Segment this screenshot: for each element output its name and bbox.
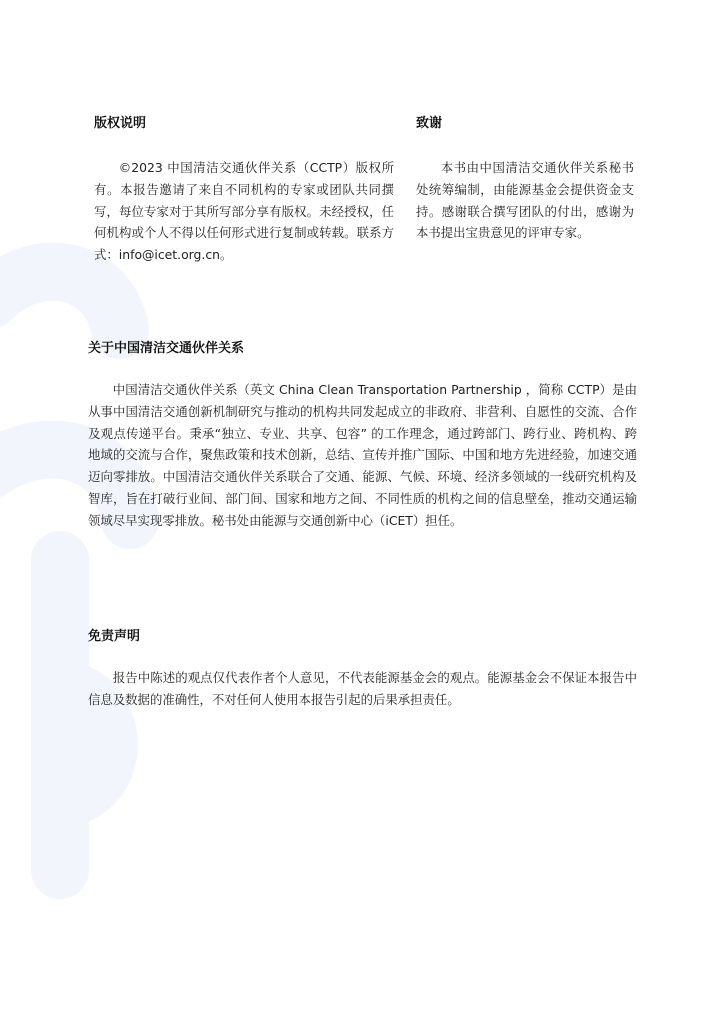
disclaimer-text: 报告中陈述的观点仅代表作者个人意见，不代表能源基金会的观点。能源基金会不保证本报告中信息及数据的准确性，不对任何人使用本报告引起的后果承担责任。	[88, 670, 637, 707]
acknowledgements-heading: 致谢	[416, 116, 443, 131]
disclaimer-heading: 免责声明	[88, 629, 141, 644]
acknowledgements-text: 本书由中国清洁交通伙伴关系秘书处统筹编制，由能源基金会提供资金支持。感谢联合撰写团队的付出，感谢为本书提出宝贵意见的评审专家。	[416, 160, 634, 241]
about-cctp-section	[88, 337, 637, 532]
acknowledgements-section	[416, 112, 634, 244]
disclaimer-section	[88, 625, 637, 711]
copyright-section	[94, 112, 394, 266]
copyright-text: ©2023 中国清洁交通伙伴关系（CCTP）版权所有。本报告邀请了来自不同机构的专家或团队共同撰写，每位专家对于其所写部分享有版权。未经授权，任何机构或个人不得以任何形式进行复制或转载。联系方式：info@icet.org.cn。	[94, 160, 394, 263]
about-cctp-heading: 关于中国清洁交通伙伴关系	[88, 341, 245, 356]
about-cctp-text: 中国清洁交通伙伴关系（英文 China Clean Transportation Partnership ，简称 CCTP）是由从事中国清洁交通创新机制研究与推动的机构共同发起成立的非政府、非营利、自愿性的交流、合作及观点传递平台。秉承“独立、专业、共享、包容” 的工作理念，通过跨部门、跨行业、跨机构、跨地域的交流与合作，聚焦政策和技术创新，总结、宣传并推广国际、中国和地方先进经验，加速交通迈向零排放。中国清洁交通伙伴关系联合了交通、能源、气候、环境、经济多领域的一线研究机构及智库，旨在打破行业间、部门间、国家和地方之间、不同性质的机构之间的信息壁垒，推动交通运输领域尽早实现零排放。秘书处由能源与交通创新中心（iCET）担任。	[88, 382, 637, 528]
copyright-heading: 版权说明	[94, 116, 147, 131]
